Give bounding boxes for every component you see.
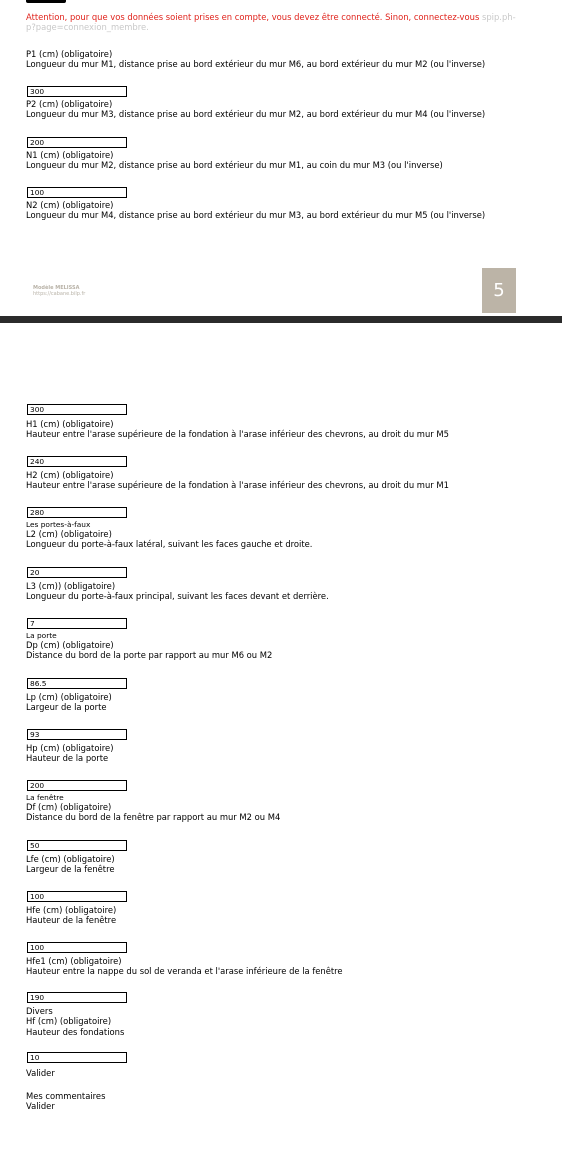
- login-link-cont[interactable]: p?page=connexion_membre.: [26, 22, 149, 33]
- fenetre-section-title: La fenêtre: [26, 793, 64, 802]
- l3-label: L3 (cm)) (obligatoire): [26, 581, 116, 591]
- h2-description: Hauteur entre l'arase supérieure de la fondation à l'arase inférieur des chevrons, au droit du mur M1: [26, 480, 449, 491]
- field-lfe: [26, 854, 556, 875]
- submit-label: Valider: [26, 1068, 55, 1078]
- field-h1: [26, 419, 556, 440]
- field-p2: [26, 99, 556, 120]
- footer-model: [33, 285, 85, 297]
- field-hfe1: [26, 956, 556, 977]
- field-l2: [26, 520, 556, 550]
- dp-label: Dp (cm) (obligatoire): [26, 640, 114, 650]
- n2-label: N2 (cm) (obligatoire): [26, 200, 114, 210]
- hfe1-input[interactable]: 190: [27, 992, 127, 1003]
- porte-section-title: La porte: [26, 631, 57, 640]
- field-p1: [26, 49, 556, 70]
- n2-description: Longueur du mur M4, distance prise au bord extérieur du mur M3, au bord extérieur du mur M5 (ou l'inverse): [26, 210, 486, 221]
- l3-input[interactable]: 7: [27, 618, 127, 629]
- comments-label: Mes commentaires: [26, 1091, 106, 1101]
- field-l3: [26, 581, 556, 602]
- l2-description: Longueur du porte-à-faux latéral, suivant les faces gauche et droite.: [26, 539, 313, 550]
- df-label: Df (cm) (obligatoire): [26, 802, 112, 812]
- login-warning: [26, 12, 536, 33]
- h2-input[interactable]: 280: [27, 507, 127, 518]
- field-lp: [26, 692, 556, 713]
- hp-input[interactable]: 200: [27, 780, 127, 791]
- submit-button[interactable]: [26, 1068, 556, 1078]
- p2-description: Longueur du mur M3, distance prise au bord extérieur du mur M2, au bord extérieur du mur M4 (ou l'inverse): [26, 109, 486, 120]
- p2-label: P2 (cm) (obligatoire): [26, 99, 113, 109]
- portes-section-title: Les portes-à-faux: [26, 520, 91, 529]
- lp-description: Largeur de la porte: [26, 702, 107, 713]
- comments-submit-button[interactable]: Valider: [26, 1101, 55, 1112]
- field-n2: [26, 200, 556, 221]
- hf-description: Hauteur des fondations: [26, 1026, 125, 1037]
- dp-input[interactable]: 86.5: [27, 678, 127, 689]
- n1-label: N1 (cm) (obligatoire): [26, 150, 114, 160]
- h1-label: H1 (cm) (obligatoire): [26, 419, 114, 429]
- dp-description: Distance du bord de la porte par rapport au mur M6 ou M2: [26, 650, 273, 661]
- lfe-input[interactable]: 100: [27, 891, 127, 902]
- hfe-label: Hfe (cm) (obligatoire): [26, 905, 117, 915]
- field-df: [26, 793, 556, 823]
- hf-label: Hf (cm) (obligatoire): [26, 1016, 112, 1027]
- l2-input[interactable]: 20: [27, 567, 127, 578]
- divers-section-title: Divers: [26, 1006, 53, 1016]
- hf-input[interactable]: 10: [27, 1052, 127, 1063]
- page-number-badge: 5: [482, 268, 516, 313]
- lp-label: Lp (cm) (obligatoire): [26, 692, 112, 702]
- warning-text: Attention, pour que vos données soient prises en compte, vous devez être connecté. Sinon, connectez-vous: [26, 12, 482, 22]
- p1-description: Longueur du mur M1, distance prise au bord extérieur du mur M6, au bord extérieur du mur M2 (ou l'inverse): [26, 59, 486, 70]
- p1-input[interactable]: 300: [27, 86, 127, 97]
- hp-label: Hp (cm) (obligatoire): [26, 743, 114, 753]
- lfe-description: Largeur de la fenêtre: [26, 864, 115, 875]
- field-h2: [26, 470, 556, 491]
- lp-input[interactable]: 93: [27, 729, 127, 740]
- field-hf: [26, 1006, 556, 1037]
- top-bar: [26, 0, 66, 3]
- model-url: https://cabane.bilp.fr: [33, 291, 86, 297]
- field-hfe: [26, 905, 556, 926]
- field-n1: [26, 150, 556, 171]
- lfe-label: Lfe (cm) (obligatoire): [26, 854, 115, 864]
- l2-label: L2 (cm) (obligatoire): [26, 529, 112, 539]
- p2-input[interactable]: 200: [27, 137, 127, 148]
- l3-description: Longueur du porte-à-faux principal, suivant les faces devant et derrière.: [26, 591, 329, 602]
- hfe1-description: Hauteur entre la nappe du sol de veranda et l'arase inférieure de la fenêtre: [26, 966, 343, 977]
- n1-input[interactable]: 100: [27, 187, 127, 198]
- p1-label: P1 (cm) (obligatoire): [26, 49, 113, 59]
- df-description: Distance du bord de la fenêtre par rapport au mur M2 ou M4: [26, 812, 281, 823]
- hp-description: Hauteur de la porte: [26, 753, 109, 764]
- n2-input[interactable]: 300: [27, 404, 127, 415]
- page-separator: [0, 316, 562, 323]
- df-input[interactable]: 50: [27, 840, 127, 851]
- login-link[interactable]: spip.ph-: [481, 12, 516, 22]
- n1-description: Longueur du mur M2, distance prise au bord extérieur du mur M1, au coin du mur M3 (ou l'inverse): [26, 160, 443, 171]
- hfe-input[interactable]: 100: [27, 942, 127, 953]
- h1-description: Hauteur entre l'arase supérieure de la fondation à l'arase inférieur des chevrons, au droit du mur M5: [26, 429, 449, 440]
- model-name: Modèle MELISSA: [33, 285, 80, 291]
- hfe1-label: Hfe1 (cm) (obligatoire): [26, 956, 122, 966]
- hfe-description: Hauteur de la fenêtre: [26, 915, 117, 926]
- comments-section: [26, 1091, 556, 1112]
- field-dp: [26, 631, 556, 661]
- h1-input[interactable]: 240: [27, 456, 127, 467]
- field-hp: [26, 743, 556, 764]
- h2-label: H2 (cm) (obligatoire): [26, 470, 114, 480]
